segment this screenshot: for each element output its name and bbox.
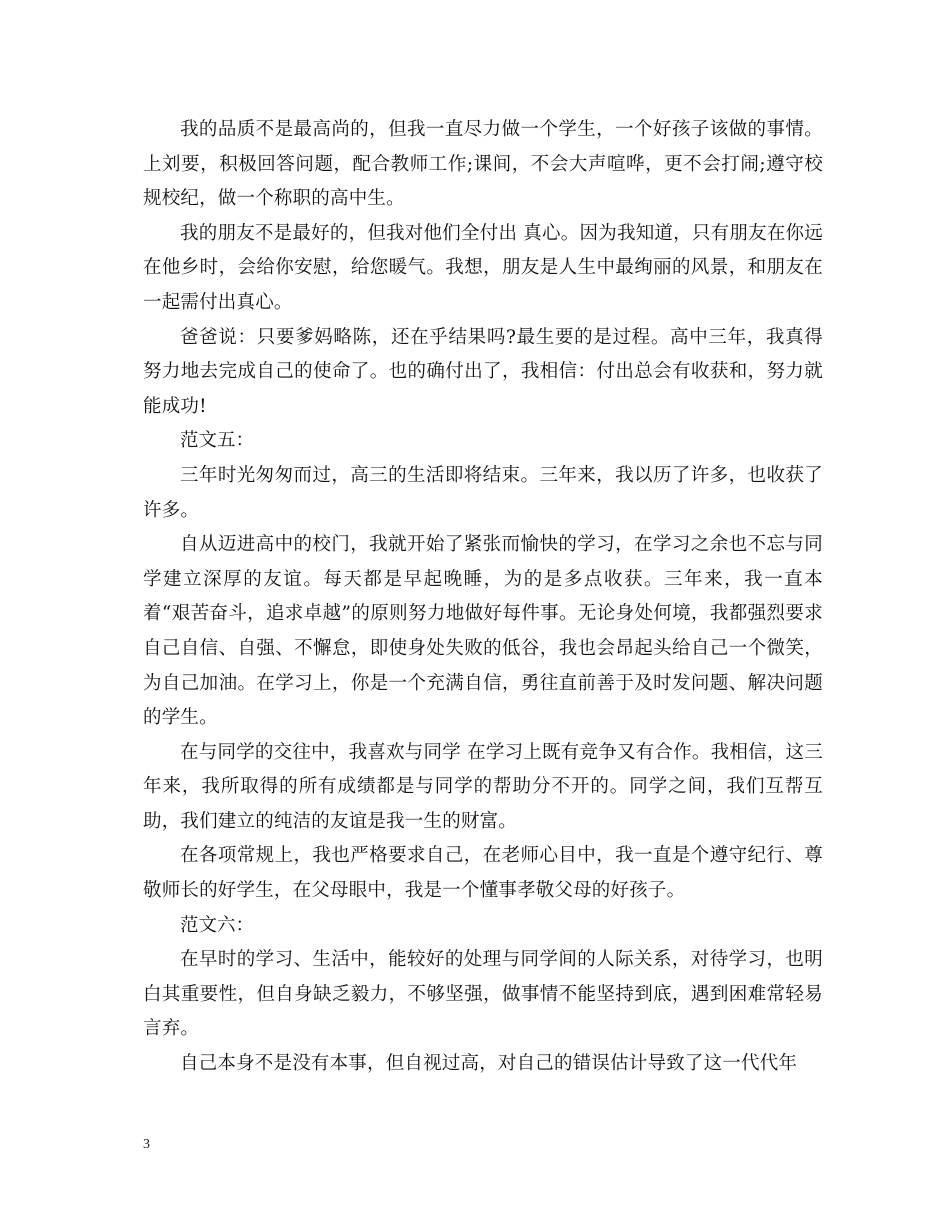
section-heading-6: 范文六： xyxy=(180,914,255,936)
paragraph-5: 自从迈进高中的校门，我就开始了紧张而愉快的学习，在学习之余也不忘与同学建立深厚的友谊。每天都是早起晚睡，为的是多点收获。三年来，我一直本着“艰苦奋斗，追求卓越”的原则努力地做好每件事。无论身处何境，我都强烈要求自己自信、自强、不懈怠，即使身处失败的低谷，我也会昂起头给自己一个微笑，为自己加油。在学习上，你是一个充满自信，勇往直前善于及时发问题、解决问题的学生。 xyxy=(143,534,823,729)
paragraph-1: 我的品质不是最高尚的，但我一直尽力做一个学生，一个好孩子该做的事情。上刘要，积极回答问题，配合教师工作;课间，不会大声喧哗，更不会打闹;遵守校规校纪，做一个称职的高中生。 xyxy=(143,119,823,210)
paragraph-4: 三年时光匆匆而过，高三的生活即将结束。三年来，我以历了许多，也收获了许多。 xyxy=(143,464,823,521)
paragraph-6: 在与同学的交往中，我喜欢与同学 在学习上既有竞争又有合作。我相信，这三年来，我所取得的所有成绩都是与同学的帮助分不开的。同学之间，我们互帮互助，我们建立的纯洁的友谊是我一生的财富。 xyxy=(143,741,823,832)
section-heading-5: 范文五： xyxy=(180,430,255,452)
paragraph-2: 我的朋友不是最好的，但我对他们全付出 真心。因为我知道，只有朋友在你远在他乡时，会给你安慰，给您暖气。我想，朋友是人生中最绚丽的风景，和朋友在一起需付出真心。 xyxy=(143,222,823,313)
paragraph-9: 自己本身不是没有本事，但自视过高，对自己的错误估计导致了这一代代年 xyxy=(180,1053,798,1075)
page-number: 3 xyxy=(143,1137,150,1152)
paragraph-7: 在各项常规上，我也严格要求自己，在老师心目中，我一直是个遵守纪行、尊敬师长的好学生，在父母眼中，我是一个懂事孝敬父母的好孩子。 xyxy=(143,845,823,902)
paragraph-3: 爸爸说：只要爹妈略陈，还在乎结果吗?最生要的是过程。高中三年，我真得努力地去完成自己的使命了。也的确付出了，我相信：付出总会有收获和，努力就能成功! xyxy=(143,326,823,417)
paragraph-8: 在早时的学习、生活中，能较好的处理与同学间的人际关系，对待学习，也明白其重要性，但自身缺乏毅力，不够坚强，做事情不能坚持到底，遇到困难常轻易言弃。 xyxy=(143,949,823,1040)
document-body xyxy=(143,113,823,1082)
